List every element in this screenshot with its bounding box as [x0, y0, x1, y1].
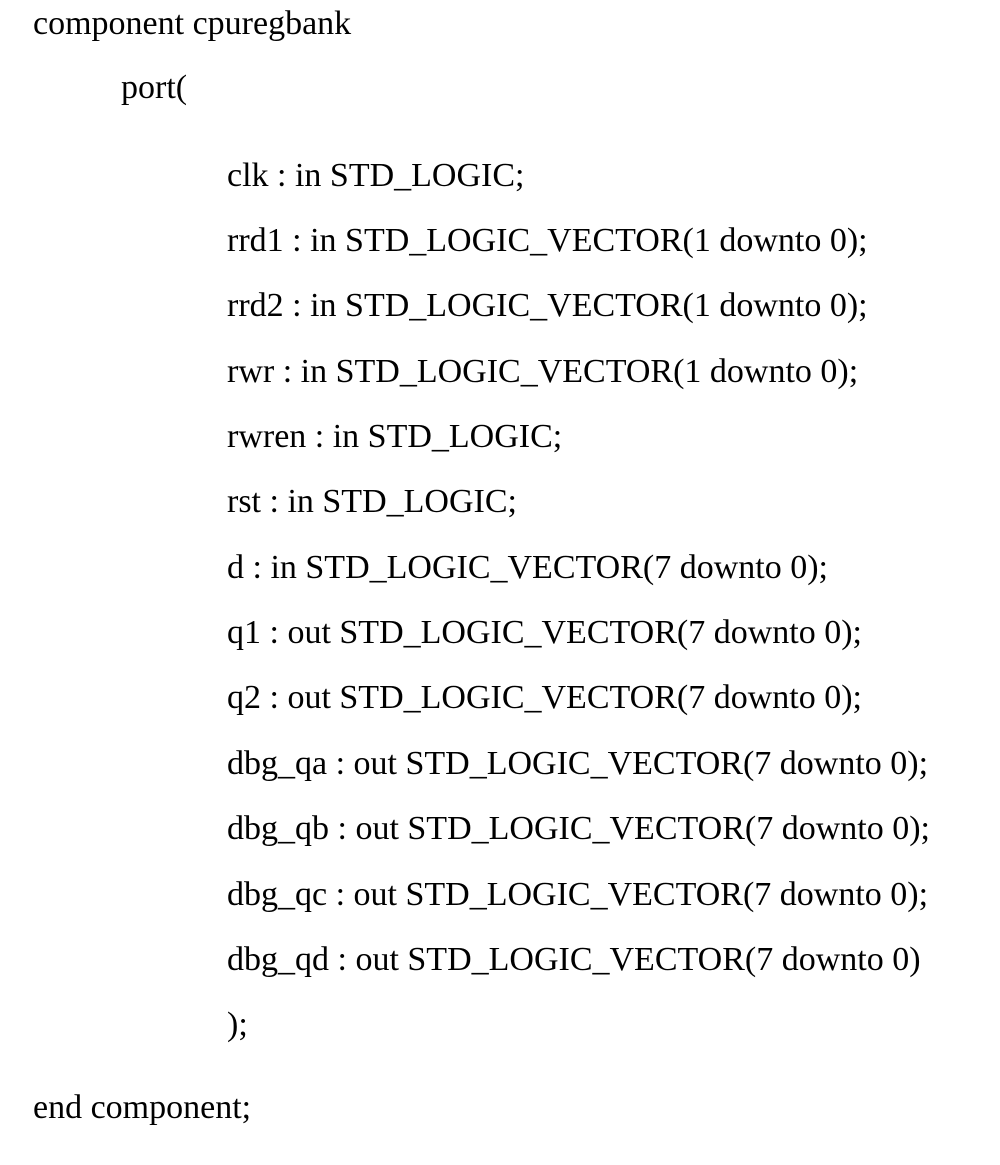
port-line-dbg-qb: dbg_qb : out STD_LOGIC_VECTOR(7 downto 0); [227, 810, 930, 847]
port-line-rwr: rwr : in STD_LOGIC_VECTOR(1 downto 0); [227, 353, 859, 390]
port-close-line: ); [227, 1006, 248, 1043]
port-line-rst: rst : in STD_LOGIC; [227, 483, 517, 520]
port-line-rwren: rwren : in STD_LOGIC; [227, 418, 563, 455]
port-line-dbg-qa: dbg_qa : out STD_LOGIC_VECTOR(7 downto 0); [227, 745, 929, 782]
end-component-line: end component; [33, 1089, 252, 1126]
port-line-d: d : in STD_LOGIC_VECTOR(7 downto 0); [227, 549, 828, 586]
port-line-rrd2: rrd2 : in STD_LOGIC_VECTOR(1 downto 0); [227, 287, 868, 324]
port-line-q1: q1 : out STD_LOGIC_VECTOR(7 downto 0); [227, 614, 862, 651]
port-line-dbg-qd: dbg_qd : out STD_LOGIC_VECTOR(7 downto 0) [227, 941, 921, 978]
port-line-q2: q2 : out STD_LOGIC_VECTOR(7 downto 0); [227, 679, 862, 716]
component-header-line: component cpuregbank [33, 5, 352, 42]
port-open-line: port( [121, 69, 188, 106]
port-line-clk: clk : in STD_LOGIC; [227, 157, 525, 194]
port-line-dbg-qc: dbg_qc : out STD_LOGIC_VECTOR(7 downto 0); [227, 876, 929, 913]
port-line-rrd1: rrd1 : in STD_LOGIC_VECTOR(1 downto 0); [227, 222, 868, 259]
